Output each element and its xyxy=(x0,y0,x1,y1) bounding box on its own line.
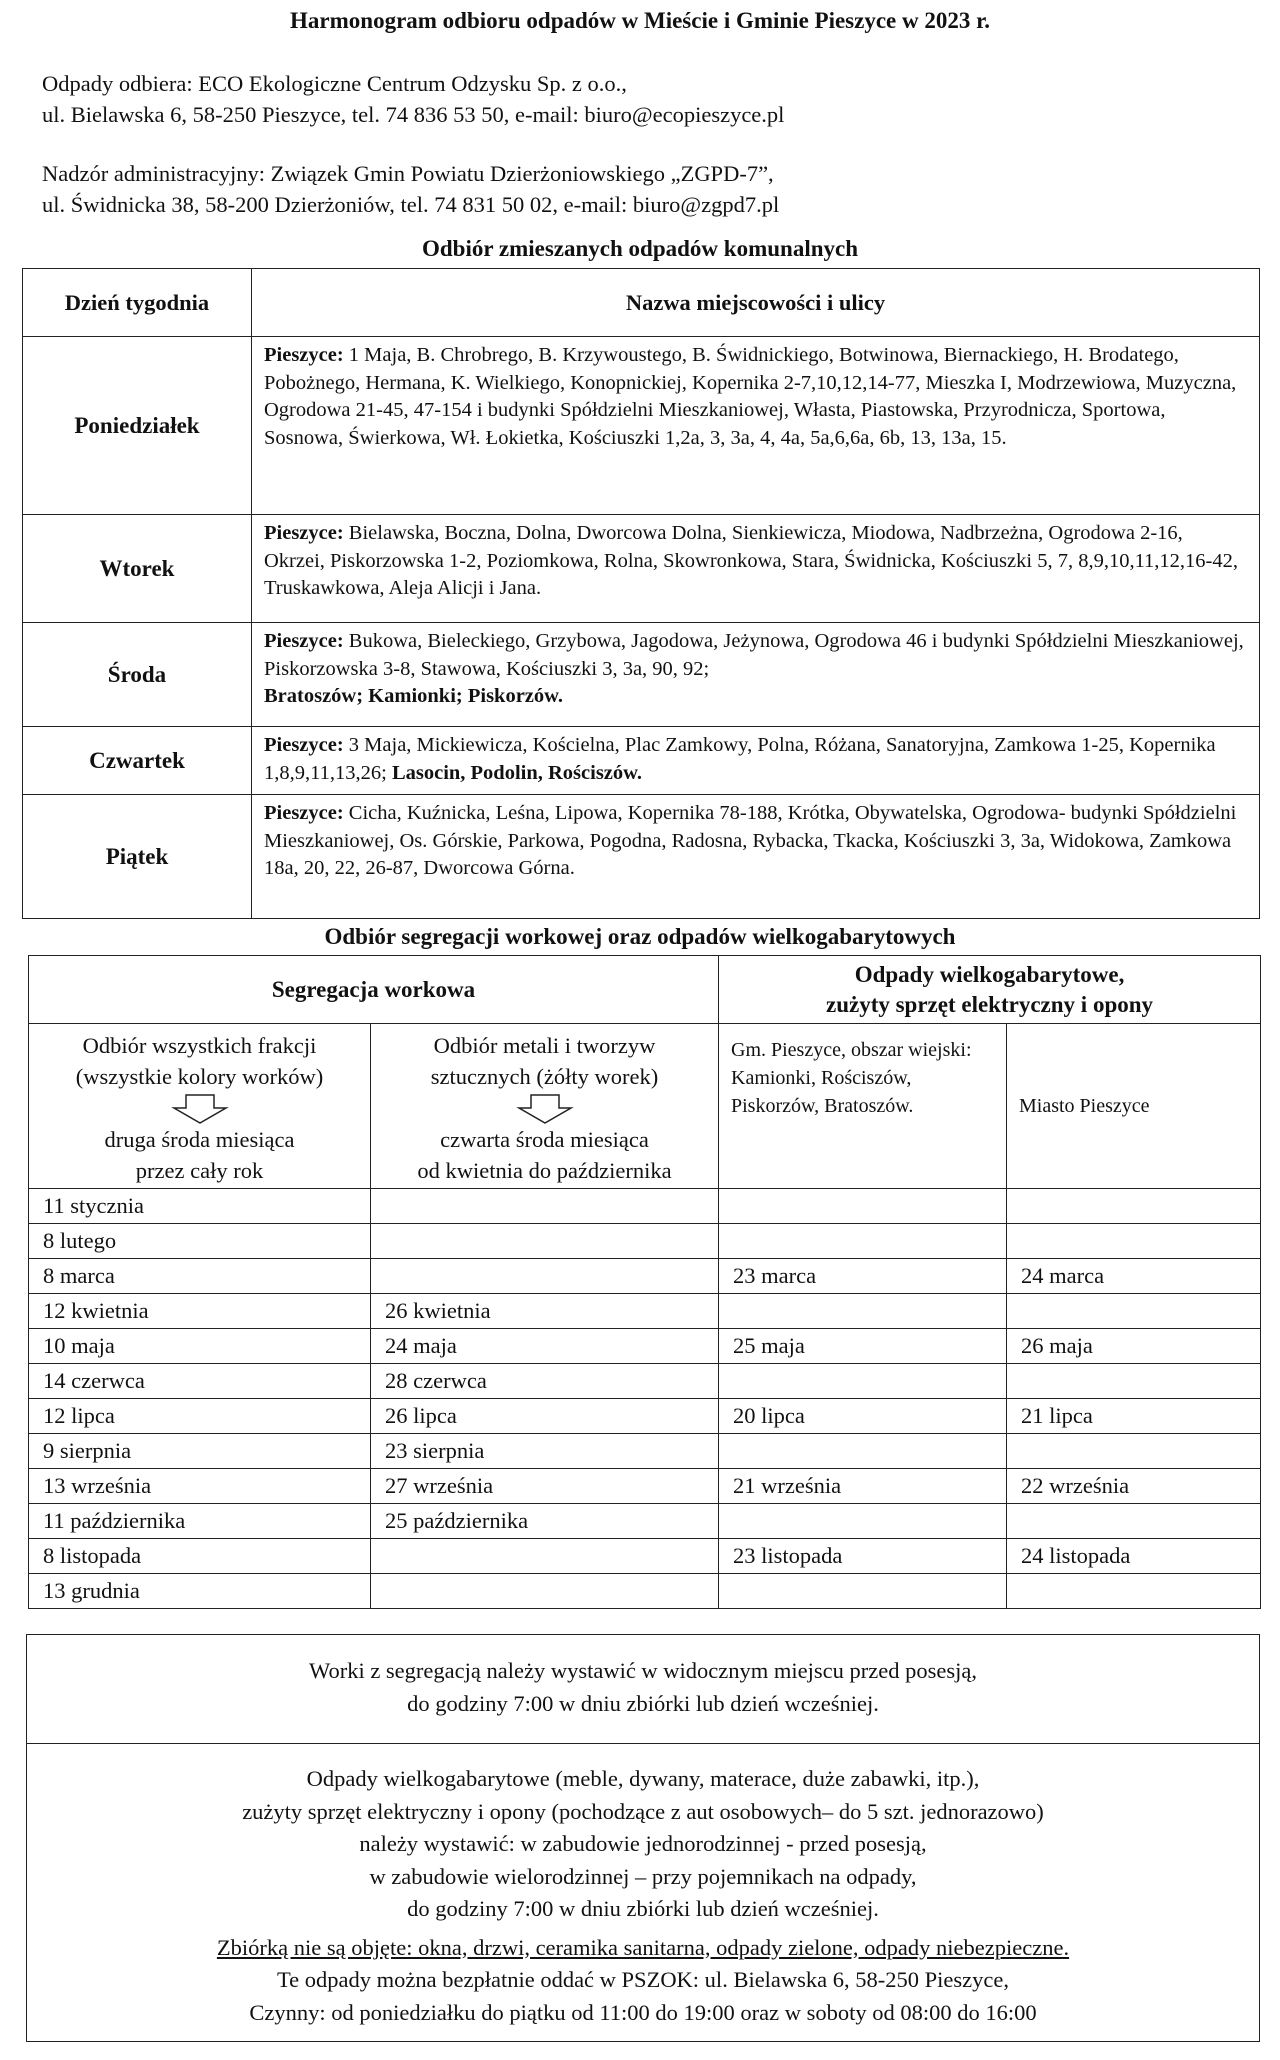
rural-bulky-date xyxy=(719,1364,1007,1399)
collector-info xyxy=(42,68,784,130)
metal-plastic-date: 23 sierpnia xyxy=(371,1434,719,1469)
day-cell: Środa xyxy=(23,623,252,727)
metal-plastic-date xyxy=(371,1259,719,1294)
notice-bulky-line-3: należy wystawić: w zabudowie jednorodzinnej - przed posesją, xyxy=(359,1831,927,1856)
rural-bulky-date xyxy=(719,1224,1007,1259)
rural-bulky-date xyxy=(719,1574,1007,1609)
streets-cell xyxy=(252,337,1260,515)
city-bulky-date xyxy=(1007,1574,1261,1609)
bulky-header-line-1: Odpady wielkogabarytowe, xyxy=(854,961,1125,987)
metal-plastic-date: 27 września xyxy=(371,1469,719,1504)
locality-label: Pieszyce: xyxy=(264,734,344,756)
rural-bulky-date: 23 marca xyxy=(719,1259,1007,1294)
metal-plastic-date: 28 czerwca xyxy=(371,1364,719,1399)
arrow-down-icon xyxy=(515,1094,575,1124)
city-bulky-date xyxy=(1007,1504,1261,1539)
all-fractions-date: 12 lipca xyxy=(29,1399,371,1434)
metal-plastic-date: 26 lipca xyxy=(371,1399,719,1434)
all-fractions-date: 12 kwietnia xyxy=(29,1294,371,1329)
rural-area-header: Gm. Pieszyce, obszar wiejski: Kamionki, Rościszów, Piskorzów, Bratoszów. xyxy=(719,1024,1007,1189)
city-bulky-date: 24 marca xyxy=(1007,1259,1261,1294)
notice-bulky-line-1: Odpady wielkogabarytowe (meble, dywany, materace, duże zabawki, itp.), xyxy=(306,1766,980,1791)
date-row xyxy=(29,1364,1261,1399)
date-row xyxy=(29,1224,1261,1259)
city-bulky-date: 26 maja xyxy=(1007,1329,1261,1364)
all-fractions-date: 9 sierpnia xyxy=(29,1434,371,1469)
streets-text: 3 Maja, Mickiewicza, Kościelna, Plac Zamkowy, Polna, Różana, Sanatoryjna, Zamkowa 1-25, Kopernika 1,8,9,11,13,26; xyxy=(264,734,1216,784)
city-bulky-date xyxy=(1007,1189,1261,1224)
date-row xyxy=(29,1399,1261,1434)
date-row xyxy=(29,1434,1261,1469)
locality-label: Pieszyce: xyxy=(264,802,344,824)
day-cell: Wtorek xyxy=(23,515,252,623)
all-fractions-date: 8 listopada xyxy=(29,1539,371,1574)
metal-plastic-date xyxy=(371,1224,719,1259)
metal-plastic-date xyxy=(371,1189,719,1224)
notice-excluded: Zbiórką nie są objęte: okna, drzwi, ceramika sanitarna, odpady zielone, odpady niebezpieczne. xyxy=(216,1934,1070,1960)
metal-plastic-date: 26 kwietnia xyxy=(371,1294,719,1329)
mixed-waste-table xyxy=(22,268,1260,919)
rural-bulky-date xyxy=(719,1294,1007,1329)
metal-plastic-date xyxy=(371,1574,719,1609)
day-cell: Czwartek xyxy=(23,727,252,795)
city-bulky-date: 22 września xyxy=(1007,1469,1261,1504)
notice-bags-line-2: do godziny 7:00 w dniu zbiórki lub dzień wcześniej. xyxy=(407,1690,879,1716)
villages-text: Bratoszów; Kamionki; Piskorzów. xyxy=(264,685,563,707)
metal-plastic-line-1: Odbiór metali i tworzyw xyxy=(433,1033,656,1058)
streets-text: Bielawska, Boczna, Dolna, Dworcowa Dolna, Sienkiewicza, Miodowa, Nadbrzeżna, Ogrodowa 2-16, Okrzei, Piskorzowska 1-2, Poziomkowa, Rolna, Skowronkowa, Stara, Świdnicka, Kościuszki 5, 7, 8,9,10,11,12,16-42, Truskawkowa, Aleja Alicji i Jana. xyxy=(264,522,1239,599)
all-fractions-date: 11 stycznia xyxy=(29,1189,371,1224)
schedule-row xyxy=(23,337,1260,515)
all-fractions-line-2: (wszystkie kolory worków) xyxy=(75,1064,324,1089)
villages-text: Lasocin, Podolin, Rościszów. xyxy=(391,761,642,784)
rural-bulky-date xyxy=(719,1434,1007,1469)
streets-text: Cicha, Kuźnicka, Leśna, Lipowa, Kopernika 78-188, Krótka, Obywatelska, Ogrodowa- budynki Spółdzielni Mieszkaniowej, Os. Górskie, Parkowa, Pogodna, Radosna, Rybacka, Tkacka, Kościuszki 3, 3a, Widokowa, Zamkowa 18a, 20, 22, 26-87, Dworcowa Górna. xyxy=(264,802,1237,879)
day-cell: Piątek xyxy=(23,795,252,919)
date-row xyxy=(29,1329,1261,1364)
metal-plastic-date: 24 maja xyxy=(371,1329,719,1364)
city-header: Miasto Pieszyce xyxy=(1007,1024,1261,1189)
date-row xyxy=(29,1574,1261,1609)
collector-line-2: ul. Bielawska 6, 58-250 Pieszyce, tel. 74 836 53 50, e-mail: biuro@ecopieszyce.pl xyxy=(42,102,785,127)
streets-cell xyxy=(252,795,1260,919)
metal-plastic-line-3: czwarta środa miesiąca xyxy=(440,1127,649,1152)
city-bulky-date xyxy=(1007,1434,1261,1469)
supervision-info xyxy=(42,158,779,220)
metal-plastic-line-2: sztucznych (żółty worek) xyxy=(430,1064,659,1089)
notice-box xyxy=(26,1634,1260,2042)
all-fractions-date: 8 lutego xyxy=(29,1224,371,1259)
city-bulky-date xyxy=(1007,1224,1261,1259)
city-bulky-date xyxy=(1007,1294,1261,1329)
streets-cell xyxy=(252,623,1260,727)
locality-label: Pieszyce: xyxy=(264,630,344,652)
date-row xyxy=(29,1294,1261,1329)
streets-text: Bukowa, Bieleckiego, Grzybowa, Jagodowa, Jeżynowa, Ogrodowa 46 i budynki Spółdzielni Mieszkaniowej, Piskorzowska 3-8, Stawowa, Kościuszki 3, 3a, 90, 92; xyxy=(264,630,1244,680)
all-fractions-date: 14 czerwca xyxy=(29,1364,371,1399)
mixed-waste-title: Odbiór zmieszanych odpadów komunalnych xyxy=(421,236,859,261)
date-row xyxy=(29,1539,1261,1574)
metal-plastic-header xyxy=(371,1024,719,1189)
rural-bulky-date: 20 lipca xyxy=(719,1399,1007,1434)
rural-bulky-date xyxy=(719,1504,1007,1539)
all-fractions-date: 10 maja xyxy=(29,1329,371,1364)
collector-line-1: Odpady odbiera: ECO Ekologiczne Centrum Odzysku Sp. z o.o., xyxy=(42,71,627,96)
metal-plastic-date: 25 października xyxy=(371,1504,719,1539)
rural-bulky-date: 25 maja xyxy=(719,1329,1007,1364)
all-fractions-line-1: Odbiór wszystkich frakcji xyxy=(82,1033,317,1058)
notice-pszok: Te odpady można bezpłatnie oddać w PSZOK: ul. Bielawska 6, 58-250 Pieszyce, xyxy=(277,1967,1009,1992)
bags-header: Segregacja workowa xyxy=(29,956,719,1024)
date-row xyxy=(29,1189,1261,1224)
all-fractions-date: 11 października xyxy=(29,1504,371,1539)
supervision-line-2: ul. Świdnicka 38, 58-200 Dzierżoniów, tel. 74 831 50 02, e-mail: biuro@zgpd7.pl xyxy=(42,192,780,217)
supervision-line-1: Nadzór administracyjny: Związek Gmin Powiatu Dzierżoniowskiego „ZGPD-7”, xyxy=(42,161,774,186)
schedule-row xyxy=(23,795,1260,919)
city-bulky-date xyxy=(1007,1364,1261,1399)
schedule-row xyxy=(23,727,1260,795)
streets-text: 1 Maja, B. Chrobrego, B. Krzywoustego, B. Świdnickiego, Botwinowa, Biernackiego, H. Brodatego, Pobożnego, Hermana, K. Wielkiego, Konopnickiej, Kopernika 2-7,10,12,14-77, Mieszka I, Modrzewiowa, Muzyczna, Ogrodowa 21-45, 47-154 i budynki Spółdzielni Mieszkaniowej, Własta, Piastowska, Przyrodnicza, Sportowa, Sosnowa, Świerkowa, Wł. Łokietka, Kościuszki 1,2a, 3, 3a, 4, 4a, 5a,6,6a, 6b, 13, 13a, 15. xyxy=(264,344,1237,449)
notice-bulky-line-4: w zabudowie wielorodzinnej – przy pojemnikach na odpady, xyxy=(369,1863,917,1889)
schedule-row xyxy=(23,515,1260,623)
all-fractions-date: 13 września xyxy=(29,1469,371,1504)
all-fractions-date: 8 marca xyxy=(29,1259,371,1294)
metal-plastic-line-4: od kwietnia do października xyxy=(417,1158,672,1183)
all-fractions-date: 13 grudnia xyxy=(29,1574,371,1609)
rural-bulky-date: 21 września xyxy=(719,1469,1007,1504)
schedule-row xyxy=(23,623,1260,727)
date-row xyxy=(29,1259,1261,1294)
notice-bulky-line-5: do godziny 7:00 w dniu zbiórki lub dzień wcześniej. xyxy=(407,1896,879,1921)
notice-bulky-line-2: zużyty sprzęt elektryczny i opony (pochodzące z aut osobowych– do 5 szt. jednorazowo) xyxy=(242,1798,1044,1824)
rural-bulky-date: 23 listopada xyxy=(719,1539,1007,1574)
date-row xyxy=(29,1504,1261,1539)
streets-cell xyxy=(252,727,1260,795)
rural-bulky-date xyxy=(719,1189,1007,1224)
bulky-header xyxy=(719,956,1261,1024)
notice-divider xyxy=(27,1743,1259,1744)
page-title: Harmonogram odbioru odpadów w Mieście i Gminie Pieszyce w 2023 r. xyxy=(290,8,990,33)
locality-label: Pieszyce: xyxy=(264,522,344,544)
notice-bags-line-1: Worki z segregacją należy wystawić w widocznym miejscu przed posesją, xyxy=(309,1658,977,1683)
bulky-header-line-2: zużyty sprzęt elektryczny i opony xyxy=(825,991,1154,1017)
streets-cell xyxy=(252,515,1260,623)
all-fractions-line-3: druga środa miesiąca xyxy=(104,1127,295,1152)
notice-hours: Czynny: od poniedziałku do piątku od 11:00 do 19:00 oraz w soboty od 08:00 do 16:00 xyxy=(249,1999,1037,2025)
city-bulky-date: 24 listopada xyxy=(1007,1539,1261,1574)
locality-label: Pieszyce: xyxy=(264,344,344,366)
day-cell: Poniedziałek xyxy=(23,337,252,515)
arrow-down-icon xyxy=(170,1094,230,1124)
metal-plastic-date xyxy=(371,1539,719,1574)
col-day-header: Dzień tygodnia xyxy=(23,269,252,337)
all-fractions-line-4: przez cały rok xyxy=(135,1158,264,1183)
all-fractions-header xyxy=(29,1024,371,1189)
segregation-title: Odbiór segregacji workowej oraz odpadów wielkogabarytowych xyxy=(324,924,956,949)
segregation-table xyxy=(28,955,1261,1609)
col-streets-header: Nazwa miejscowości i ulicy xyxy=(252,269,1260,337)
city-bulky-date: 21 lipca xyxy=(1007,1399,1261,1434)
date-row xyxy=(29,1469,1261,1504)
